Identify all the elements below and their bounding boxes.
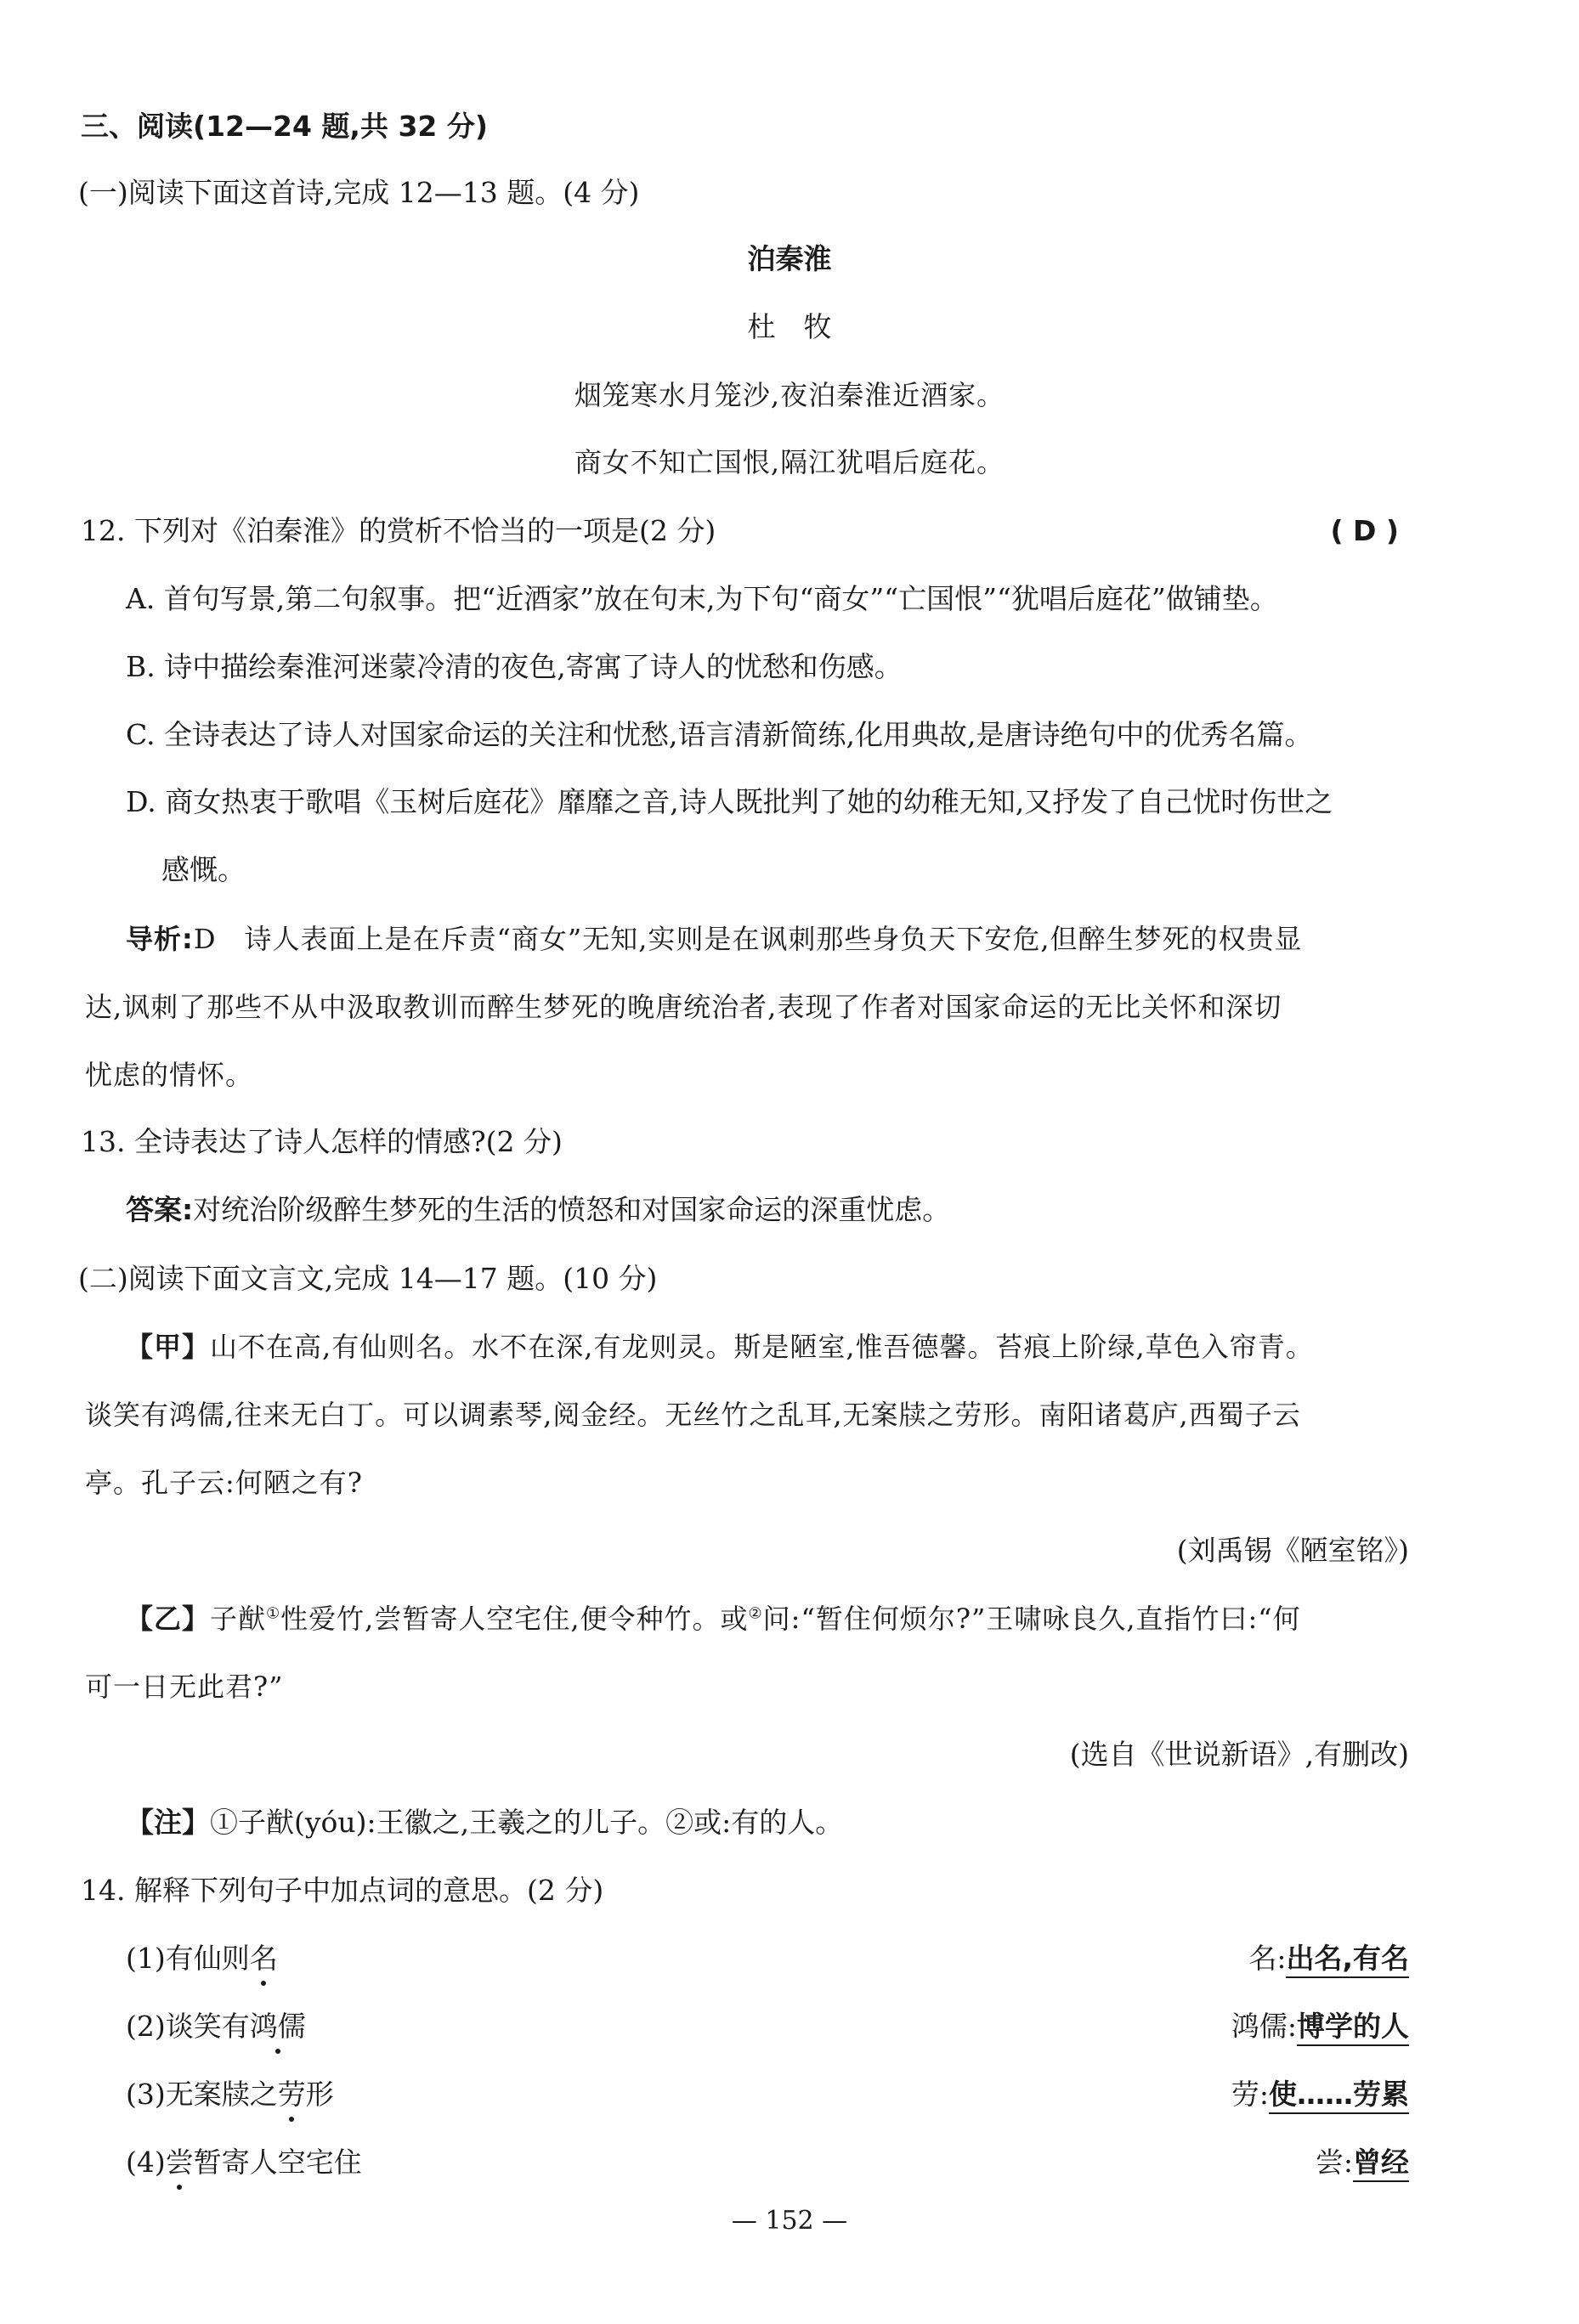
answer-label: 答案:	[126, 1193, 194, 1226]
guide-label: 导析:	[126, 923, 194, 955]
page-number: — 152 —	[731, 2206, 848, 2236]
yi-line2: 可一日无此君?”	[85, 1671, 284, 1703]
q14-answer-3: 劳:使……劳累	[1231, 2076, 1409, 2113]
poem-line-1: 烟笼寒水月笼沙,夜泊秦淮近酒家。	[574, 379, 1005, 411]
note-label: 【注】	[126, 1806, 210, 1839]
jia-label: 【甲】	[126, 1331, 211, 1363]
dotted-word: 鸿儒	[250, 2008, 306, 2045]
poem-line-2: 商女不知亡国恨,隔江犹唱后庭花。	[574, 446, 1005, 478]
q14-answer-4: 尝:曾经	[1316, 2144, 1409, 2181]
dotted-word: 劳	[278, 2076, 306, 2113]
jia-line1: 【甲】山不在高,有仙则名。水不在深,有龙则灵。斯是陋室,惟吾德馨。苔痕上阶绿,草色入帘青。	[126, 1331, 1314, 1363]
part1-intro: (一)阅读下面这首诗,完成 12—13 题。(4 分)	[78, 176, 640, 209]
q12-guide-line1: 导析:D 诗人表面上是在斥责“商女”无知,实则是在讽刺那些身负天下安危,但醉生梦死的权贵显	[126, 923, 1303, 955]
q12-answer-bracket: ( D )	[1330, 514, 1399, 547]
q14-item-1: (1)有仙则名	[126, 1940, 278, 1977]
yi-label: 【乙】	[126, 1603, 211, 1635]
jia-line3: 亭。孔子云:何陋之有?	[85, 1467, 363, 1499]
q14-item-4: (4)尝暂寄人空宅住	[126, 2144, 362, 2181]
q13-answer: 答案:对统治阶级醉生梦死的生活的愤怒和对国家命运的深重忧虑。	[126, 1193, 951, 1226]
q13-stem: 13. 全诗表达了诗人怎样的情感?(2 分)	[81, 1125, 563, 1158]
poem-title: 泊秦淮	[747, 242, 832, 275]
q12-option-d-line2: 感慨。	[161, 853, 246, 886]
q14-answer-1: 名:出名,有名	[1248, 1940, 1409, 1977]
dotted-word: 尝	[166, 2144, 194, 2181]
jia-source: (刘禹锡《陋室铭》)	[1176, 1534, 1409, 1567]
yi-line1: 【乙】子猷①性爱竹,尝暂寄人空宅住,便令种竹。或②问:“暂住何烦尔?”王啸咏良久,直指竹曰:“何	[126, 1603, 1301, 1635]
poem-author: 杜 牧	[747, 310, 832, 343]
q12-option-a: A. 首句写景,第二句叙事。把“近酒家”放在句末,为下句“商女”“亡国恨”“犹唱后庭花”做铺垫。	[126, 582, 1278, 615]
q12-guide-line2: 达,讽刺了那些不从中汲取教训而醉生梦死的晚唐统治者,表现了作者对国家命运的无比关怀和深切	[85, 991, 1282, 1023]
q14-stem: 14. 解释下列句子中加点词的意思。(2 分)	[81, 1874, 604, 1907]
q12-option-d-line1: D. 商女热衷于歌唱《玉树后庭花》靡靡之音,诗人既批判了她的幼稚无知,又抒发了自己忧时伤世之	[126, 785, 1333, 818]
jia-line2: 谈笑有鸿儒,往来无白丁。可以调素琴,阅金经。无丝竹之乱耳,无案牍之劳形。南阳诸葛庐,西蜀子云	[85, 1399, 1301, 1431]
section-title: 三、阅读(12—24 题,共 32 分)	[81, 110, 488, 143]
q14-item-3: (3)无案牍之劳形	[126, 2076, 334, 2113]
q12-option-b: B. 诗中描绘秦淮河迷蒙冷清的夜色,寄寓了诗人的忧愁和伤感。	[126, 650, 903, 683]
q14-answer-2: 鸿儒:博学的人	[1231, 2008, 1409, 2045]
part2-intro: (二)阅读下面文言文,完成 14—17 题。(10 分)	[78, 1262, 658, 1295]
q14-item-2: (2)谈笑有鸿儒	[126, 2008, 306, 2045]
yi-source: (选自《世说新语》,有删改)	[1069, 1738, 1409, 1771]
dotted-word: 名	[250, 1940, 278, 1977]
q12-stem: 12. 下列对《泊秦淮》的赏析不恰当的一项是(2 分)	[81, 514, 716, 547]
q12-option-c: C. 全诗表达了诗人对国家命运的关注和忧愁,语言清新简练,化用典故,是唐诗绝句中的优秀名篇。	[126, 718, 1313, 751]
q12-guide-line3: 忧虑的情怀。	[85, 1059, 254, 1091]
note-line: 【注】①子猷(yóu):王徽之,王羲之的儿子。②或:有的人。	[126, 1806, 844, 1839]
